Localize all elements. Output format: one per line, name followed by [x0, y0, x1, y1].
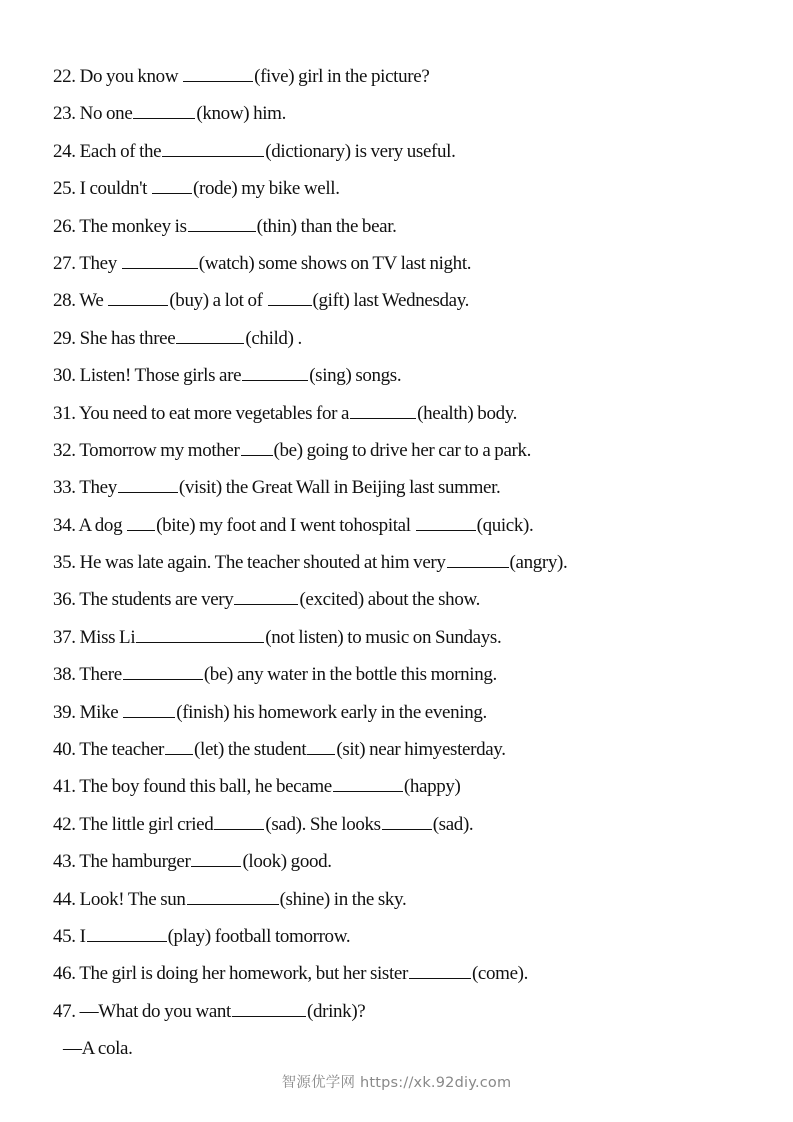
- answer-blank[interactable]: [241, 437, 273, 456]
- answer-blank[interactable]: [183, 63, 253, 82]
- item-text: (happy): [403, 776, 461, 798]
- answer-blank[interactable]: [268, 287, 312, 306]
- item-text: 44. Look! The sun: [53, 888, 186, 910]
- item-text: 39. Mike: [53, 701, 123, 723]
- item-text: 43. The hamburger: [53, 851, 191, 873]
- item-text: 46. The girl is doing her homework, but her sister: [53, 963, 408, 985]
- answer-blank[interactable]: [232, 998, 306, 1017]
- exercise-item: [53, 213, 773, 250]
- exercise-item: [53, 998, 773, 1035]
- exercise-item: [53, 138, 773, 175]
- exercise-item: [53, 63, 773, 100]
- item-text: (play) football tomorrow.: [167, 925, 351, 947]
- exercise-item: [53, 923, 773, 960]
- answer-blank[interactable]: [214, 811, 264, 830]
- item-text: (not listen) to music on Sundays.: [265, 626, 502, 648]
- item-text: (health) body.: [417, 402, 518, 424]
- answer-blank[interactable]: [136, 624, 264, 643]
- answer-blank[interactable]: [118, 474, 178, 493]
- answer-blank[interactable]: [123, 661, 203, 680]
- item-text: 27. They: [53, 252, 121, 274]
- item-text: 28. We: [53, 290, 108, 312]
- answer-blank[interactable]: [165, 736, 193, 755]
- item-text: 32. Tomorrow my mother: [53, 439, 240, 461]
- exercise-item: [53, 624, 773, 661]
- item-text: 25. I couldn't: [53, 178, 151, 200]
- item-text: (sing) songs.: [309, 365, 402, 387]
- answer-blank[interactable]: [191, 848, 241, 867]
- answer-blank[interactable]: [188, 213, 256, 232]
- item-text: 45. I: [53, 925, 86, 947]
- item-text: 36. The students are very: [53, 589, 234, 611]
- item-text: (angry).: [509, 552, 568, 574]
- item-text: (sad). She looks: [265, 813, 381, 835]
- item-text: 35. He was late again. The teacher shouted at him very: [53, 552, 446, 574]
- item-text: (five) girl in the picture?: [254, 66, 430, 87]
- item-text: 34. A dog: [53, 514, 127, 536]
- item-text: (thin) than the bear.: [256, 215, 397, 237]
- exercise-item: [53, 100, 773, 137]
- item-text: (come).: [471, 963, 529, 985]
- exercise-item: [53, 400, 773, 437]
- item-text: 29. She has three: [53, 327, 176, 349]
- exercise-item: [53, 175, 773, 212]
- item-text: (watch) some shows on TV last night.: [198, 252, 472, 274]
- exercise-item: [53, 848, 773, 885]
- item-text: 23. No one: [53, 103, 133, 125]
- exercise-item: [53, 699, 773, 736]
- answer-blank[interactable]: [162, 138, 264, 157]
- exercise-item: [53, 325, 773, 362]
- item-text: 30. Listen! Those girls are: [53, 365, 242, 387]
- footer-watermark: 智源优学网 https://xk.92diy.com: [281, 1075, 512, 1091]
- answer-blank[interactable]: [152, 175, 192, 194]
- item-text: 37. Miss Li: [53, 626, 136, 648]
- answer-blank[interactable]: [350, 400, 416, 419]
- answer-blank[interactable]: [242, 362, 308, 381]
- exercise-item: [53, 512, 773, 549]
- answer-blank[interactable]: [122, 250, 198, 269]
- answer-blank[interactable]: [447, 549, 509, 568]
- item-text: (drink)?: [306, 1000, 366, 1022]
- item-text: 22. Do you know: [53, 66, 183, 87]
- answer-blank[interactable]: [133, 100, 195, 119]
- answer-blank[interactable]: [333, 773, 403, 792]
- exercise-item: [53, 549, 773, 586]
- answer-blank[interactable]: [409, 960, 471, 979]
- answer-blank[interactable]: [307, 736, 335, 755]
- item-text: (shine) in the sky.: [279, 888, 407, 910]
- answer-blank[interactable]: [176, 325, 244, 344]
- answer-blank[interactable]: [123, 699, 175, 718]
- item-text: (be) going to drive her car to a park.: [273, 439, 532, 461]
- answer-blank[interactable]: [416, 512, 476, 531]
- answer-blank[interactable]: [234, 586, 298, 605]
- item-text: (quick).: [476, 514, 534, 536]
- answer-blank[interactable]: [187, 886, 279, 905]
- item-text: (be) any water in the bottle this morning.: [203, 664, 497, 686]
- item-text: 41. The boy found this ball, he became: [53, 776, 332, 798]
- answer-blank[interactable]: [87, 923, 167, 942]
- item-text: (visit) the Great Wall in Beijing last summer.: [178, 477, 501, 499]
- item-text: 24. Each of the: [53, 140, 162, 162]
- item-text: 26. The monkey is: [53, 215, 187, 237]
- item-text: (sit) near himyesterday.: [336, 739, 506, 761]
- exercise-item: [53, 773, 773, 810]
- item-text: (dictionary) is very useful.: [265, 140, 456, 162]
- item-text: (finish) his homework early in the evening.: [176, 701, 487, 723]
- item-text: (child) .: [245, 327, 302, 349]
- exercise-item: [53, 250, 773, 287]
- exercise-item: [53, 1035, 773, 1072]
- item-text: (excited) about the show.: [299, 589, 481, 611]
- exercise-item: [53, 474, 773, 511]
- exercise-item: [53, 287, 773, 324]
- item-text: (sad).: [432, 813, 474, 835]
- exercise-sheet: [53, 63, 773, 1073]
- item-text: (rode) my bike well.: [193, 178, 340, 200]
- exercise-item: [53, 736, 773, 773]
- exercise-item: [53, 362, 773, 399]
- item-text: (gift) last Wednesday.: [312, 290, 470, 312]
- exercise-item: [53, 586, 773, 623]
- exercise-item: [53, 811, 773, 848]
- item-text: —A cola.: [63, 1038, 133, 1060]
- item-text: (bite) my foot and I went tohospital: [156, 514, 415, 536]
- item-text: 38. There: [53, 664, 122, 686]
- item-text: (look) good.: [242, 851, 332, 873]
- exercise-item: [53, 437, 773, 474]
- item-text: (know) him.: [196, 103, 286, 125]
- answer-blank[interactable]: [382, 811, 432, 830]
- item-text: (buy) a lot of: [169, 290, 267, 312]
- item-text: 33. They: [53, 477, 117, 499]
- item-text: 47. —What do you want: [53, 1000, 231, 1022]
- exercise-item: [53, 886, 773, 923]
- item-text: 40. The teacher: [53, 739, 165, 761]
- item-text: 31. You need to eat more vegetables for a: [53, 402, 350, 424]
- exercise-item: [53, 960, 773, 997]
- item-text: (let) the student: [194, 739, 307, 761]
- answer-blank[interactable]: [108, 287, 168, 306]
- exercise-item: [53, 661, 773, 698]
- item-text: 42. The little girl cried: [53, 813, 214, 835]
- answer-blank[interactable]: [127, 512, 155, 531]
